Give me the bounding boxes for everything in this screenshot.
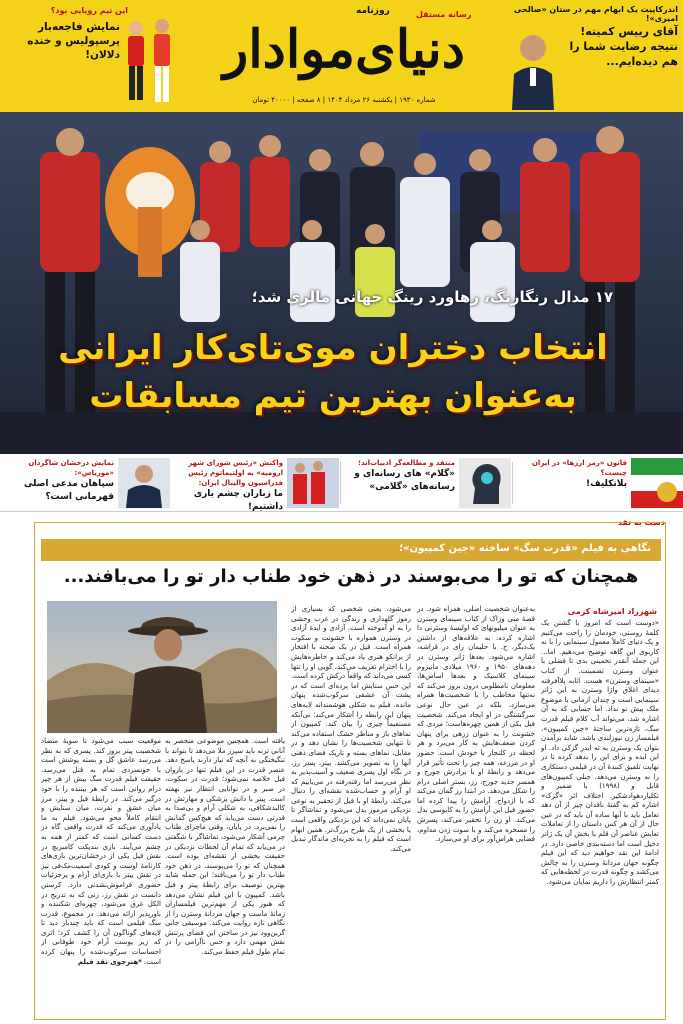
article-column: می‌شود، یعنی شخصی که بسیاری از رموز گلهداری و زندگی در غرب وحشی را به او آموخته است. آزادی و ایدهٔ آزادی در وسترن همواره با خشونت و سکوت همراه است. فیل در یک صحنه با افتخار از برانکو هنری یاد می‌کند و خاطره‌هایش را با احترام تعریف می‌کند، گویی او را تنها کسی می‌داند که واقعاً درکش کرده است. این حس ستایش اما پرده‌ای است که در پشت آن عشقی سرکوب‌شده پنهان مانده. فیلم به شکلی هوشمندانه لایه‌های پنهان این رابطه را آشکار می‌کند؛ بی‌آنکه مستقیماً چیزی را بیان کند. کمپیون از نماهای باز و مناظر خشک استفاده می‌کند تا تنهایی شخصیت‌ها را نشان دهد و در مقابل، نماهای بسته و تاریک فضای ذهنی آنها را به تصویر می‌کشد. پیتر، پسر رز، در نگاه اول پسری ضعیف و آسیب‌پذیر به نظر می‌رسد اما رفته‌رفته در می‌یابیم که او آرام و حساب‌شده نقشه‌ای را دنبال می‌کند. رابطهٔ او با فیل از تحقیر به نوعی نزدیکی مرموز بدل می‌شود و تماشاگر تا پایان نمی‌داند که این نزدیکی واقعی است یا بخشی از یک طرح بزرگ‌تر. همین ابهام است که فیلم را به تجربه‌ای ماندگار تبدیل می‌کند. [291,605,411,853]
volleyball-thumbnail [287,458,339,508]
article-frame [34,522,666,1020]
teaser-divider [340,462,341,504]
brand-name-logo[interactable]: دنیای‌موادار [223,19,465,80]
masthead-right-teaser[interactable] [504,2,682,110]
coach-portrait-thumbnail [118,458,170,508]
article-title[interactable]: همچنان که تو را می‌بوسند در ذهن خود طناب دار تو را می‌بافند... [63,566,639,587]
head-silhouette-thumbnail [459,458,511,508]
article-column: به‌عنوان شخصیت اصلی، همراه شود. در قصهٔ منی وزاک از کتاب سینمای وسترن به عنوان میلیونهای که اولیسهٔ وسترنی دا اشاره کرده. به علاقه‌های از داشتن یک‌دیگر، خ. با حلیمان زای در قراشه، اشاره می‌شود. بعدها ژانر وسترن در دهه‌های ۱۹۵۰ و ۱۹۶۰ میلادی مانیزوم سینمای کلاسیک و بعدها اساس‌ها، معلومان نامطلوبی درون بروز می‌کند که نه‌تنها مخاطب را با شخصیت‌ها همراه می‌سازد، بلکه در عین حال نوعی سرگشتگی در او ایجاد می‌کند. شخصیت فیل یکی از همین چهره‌هاست؛ مردی که خشونت را به عنوان زرهی برای پنهان کردن ضعف‌هایش به کار می‌برد و هر لحظه در کلنجار با خودش است. حضور او در مزرعه، همه چیز را تحت تأثیر قرار می‌دهد و رابطهٔ او با برادرش جورج و همسر جدید جورج، رز، بستر اصلی درام را شکل می‌دهد. در ابتدا رز گمان می‌کند که با ازدواج، آرامش را پیدا کرده اما حضور فیل این آرامش را به کابوسی بدل می‌کند. او زن را تحقیر می‌کند، پسرش را مسخره می‌کند و با سوت زدن مداوم، فضایی هراس‌آور برای او می‌سازد. [417,605,535,844]
article-section [0,512,683,1024]
left-teaser-headline: نمایش فاجعه‌بار پرسپولیس و خنده دلالان! [27,21,120,61]
article-column-text: موقعیت سبب می‌شود تا سویهٔ متضاد شخصیت پیتر بروز کند. پسری که به نظر می‌رسد عاشق گل و بسته پوشش است با خونسردی تمام به قتل می‌رسد. حقیقت فیلم قدرت سگ بیش از هر چیز درام روانی است که هر بیننده را با خود درگیر می‌کند. در رابطهٔ فیل و پیتر، مرز میان عشق و نفرت، میان ستایش و انتقام کاملاً محو می‌شود. فیلم به ما یادآوری می‌کند که قدرت واقعی گاه در دست کسانی است که کمتر از همه به چشم می‌آیند. بازی بندیکت کامبربچ در نقش فیل یکی از درخشان‌ترین بازی‌های کارنامهٔ اوست و کودی اسمیت‌مک‌فی نیز در نقش پیتر با بازی‌ای آرام و پرجزئیات حضوری فراموش‌نشدنی دارد. کرستن دانست در نقش رز، زنی که به تدریج در الکل غرق می‌شود، چهره‌ای شکننده و باورپذیر ارائه می‌دهد. در مجموع، قدرت سگ فیلمی است که باید چندبار دید تا لایه‌های گوناگون آن را کشف کرد؛ اثری که زیر پوست آرام خود طوفانی از احساسات سرکوب‌شده را پنهان کرده است. [41,737,161,966]
teaser-kicker: منتقد و مطالعه‌گر ادبیات‌اند؛ [358,459,455,467]
teaser-title: «گلام» های رسانه‌ای و رسانه‌های «گلامی» [354,469,455,492]
teaser-kicker: واکنش «رئیس شورای شهر ارومیه» به اولتیماتوم رئیس فدراسیون والیبال ایران: [188,459,283,487]
teaser-strip [0,454,683,512]
teaser-item[interactable] [169,456,339,510]
top-subtitle: اندرکاپیت یک ابهام مهم در ستان «صالحی امیری»! [513,5,678,23]
teaser-kicker: نمایش درخشان شاگردان «موریاس»: [28,459,114,477]
teaser-item[interactable] [513,456,683,510]
article-byline: شهرزاد امیرشاه کرمی [567,607,657,616]
right-teaser-headline: آقای رییس کمیته! نتیجه رضایت شما را هم دیده‌ایم... [569,25,678,68]
teaser-item[interactable] [341,456,511,510]
masthead-left-teaser[interactable] [2,2,180,110]
brand-tag-label: رسانه مستقل [416,10,472,19]
article-column [41,737,161,1015]
film-still-image [47,601,277,733]
masthead-brand [186,4,500,110]
article-column: «دوست است که امروز با گشتن یک کلمهٔ روستی، خودمان را راحت می‌کنیم و یک دنیای کاملاً معمول سینمایی را با نه کاربوی این گاهه توضیح می‌دهیم. اما... این جمله آنقدر تخمینی بدی تا فضلی با عنوان وسترن تضمینت. از کتاب «سینمای وسترن» هست. اثابه پلا‌آفرفته دیدای اغلاق واژا وسترن به این ژانر سینمایی است و چندان ازمانی با موضوع ملک پیش نو نداد. اما جسابی که به آن اشاره شد، می‌تواند آب کلام فیلم قدرت سگ، تازه‌ترین ساختهٔ «جین کمپیون»، فیلمساز زن نیوزلندی باشد. شاید برآمدن بتوان یک وسترن به ته ایدر گزکی داد. او این ایده و برای این را بدهد کرده تا در نهایت تلفیق کنندهٔ آن در فیلمی دستکاری را به وسترن می‌دهد. جبلی کمپیون‌های قابل و (۱۹۹۸) با ضمیر و تکلیاردهوادشکیر. اختلاف اثر «گزک» اشاره کم به گفتهٔ ناقدان چیز از آن دهد تعامل باید با آنها ساده آن باید که در عین حال از آن هر کس داستان را از تعاملات تعایش عناصر آن قلم با بخش آن یک ژانر دخیل است اما دسته‌بندی خاصی دارد. در ادامهٔ این نقد خواهیم دید که این فیلم چگونه جهان مردانهٔ وسترن را به چالش می‌کشد و چگونه قدرت در لحظه‌هایی که کمتر انتظارش را داریم نمایان می‌شود. [541,619,659,887]
official-portrait-image [504,22,562,110]
teaser-title: بلاتکلیف! [586,479,627,489]
article-kicker: نگاهی به فیلم «قدرت سگ» ساخته «جین کمپیون»؛ [399,543,651,554]
football-players-image [118,14,180,112]
hero-photo[interactable] [0,112,683,454]
article-signoff: *هنرجوی نقد فیلم [77,957,142,966]
masthead [0,0,683,112]
teaser-title: سپاهان مدعی اصلی قهرمانی است؟ [23,479,114,502]
hero-kicker: ۱۷ مدال رنگارنگ، رهاورد رینگ جهانی مالزی شد؛ [251,288,613,306]
brand-weekly-label: روزنامه [356,6,390,16]
teaser-divider [512,462,513,504]
left-teaser-question: این تیم رویایی بود؟ [50,6,128,15]
hero-headline[interactable]: انتخاب دختران موی‌تای‌کار ایرانی به‌عنوان بهترین تیم مسابقات [58,328,608,416]
issue-info: شماره ۱۹۳۰ | یکشنبه ۲۶ مرداد ۱۴۰۴ | ۸ صفحه | ۴۰۰۰۰ تومان [252,96,436,104]
teaser-item[interactable] [0,456,170,510]
crypto-flag-thumbnail [631,458,683,508]
teaser-kicker: قانون «رمز ارزها» در ایران چیست؟ [531,459,627,477]
article-kicker-bar [41,539,661,561]
section-label: دست به نقد [617,518,665,527]
teaser-title: ما زباران چشم یاری داشتیم! [193,489,283,512]
article-column: یافته است. همچنین موضوعی منحصر به آنانی ترنه باید سپرز ملا می‌دهد تا بتواند با تنگیختگی به آنچه که نیاز دارند پاسخ دهد. عنصر قدرت در این فیلم تنها در بازوان فیل خلاصه نمی‌شود؛ قدرت در سکوت، در صبر و در توانایی انتظار نیز نهفته است. پیتر با دانش پزشکی و مهارتش در کالبدشکافی، به شکلی آرام و بی‌صدا به قدرتی دست می‌یابد که هیچ‌کس گمانش را نمی‌برد. در پایان، وقتی ماجرای طناب چرمی آشکار می‌شود، تماشاگر با شگفتی در می‌یابد که تمام آن لحظات نزدیکی در حقیقت بخشی از نقشه‌ای بوده است. همچنان که تو را می‌بوسند، در ذهن خود طناب دار تو را می‌بافند؛ این جمله شاید بهترین توصیف برای رابطهٔ پیتر و فیل باشد. کمپیون با این فیلم نشان می‌دهد که هنوز یکی از مهم‌ترین فیلمسازان زمانهٔ ماست و جهان مردانهٔ وسترن را از نگاهی تازه روایت می‌کند. موسیقی جانی گرین‌وود نیز در ساختن این فضای پرتنش نقش مهمی دارد و حس ناآرامی را در تمام طول فیلم حفظ می‌کند. [165,737,285,957]
